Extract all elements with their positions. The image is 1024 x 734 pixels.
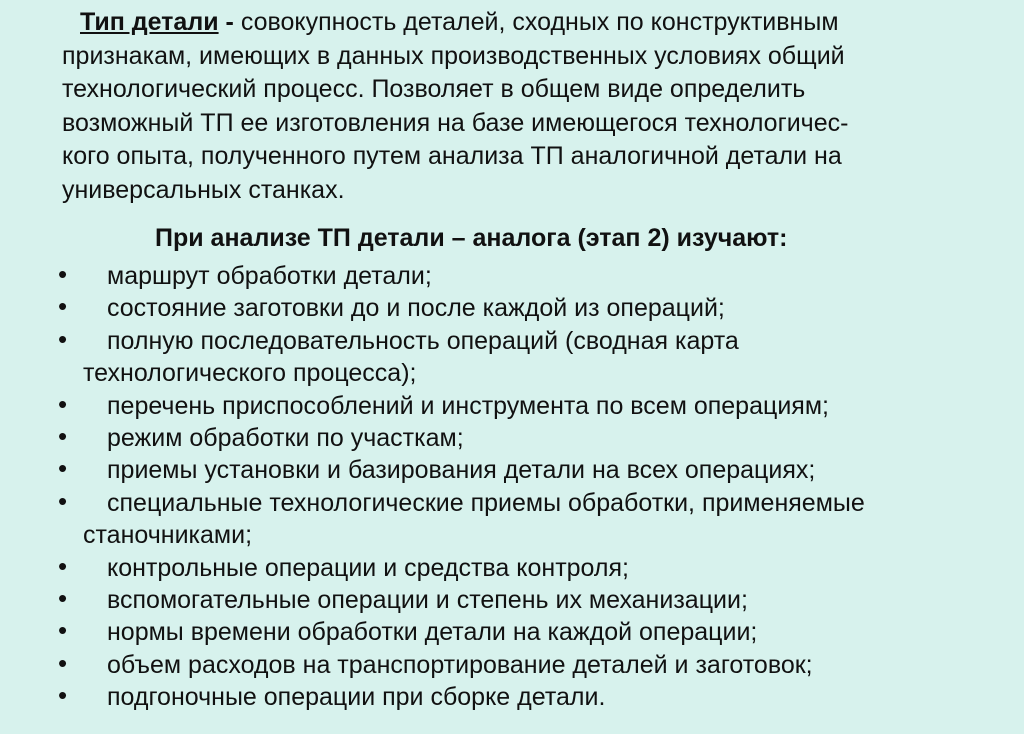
bullet-dot-icon: •	[58, 388, 68, 419]
list-item	[0, 487, 983, 552]
definition-paragraph	[62, 6, 962, 208]
list-item-text: объем расходов на транспортирование деталей и заготовок;	[107, 650, 813, 679]
bullet-list	[0, 260, 1024, 714]
list-item-text: подгоночные операции при сборке детали.	[107, 683, 606, 712]
list-item-text: нормы времени обработки детали на каждой операции;	[107, 618, 758, 647]
definition-line-2: признакам, имеющих в данных производственных условиях общий	[62, 41, 845, 70]
list-item	[0, 422, 983, 454]
list-item	[0, 390, 983, 422]
list-item-continuation: станочниками;	[83, 521, 253, 550]
list-item-text: специальные технологические приемы обработки, применяемые	[107, 488, 865, 517]
list-item	[0, 292, 983, 324]
list-item	[0, 454, 983, 486]
list-item	[0, 584, 983, 616]
list-item	[0, 649, 983, 681]
definition-line-5: кого опыта, полученного путем анализа ТП аналогичной детали на	[62, 142, 842, 171]
list-item-continuation: технологического процесса);	[83, 359, 417, 388]
bullet-dot-icon: •	[58, 453, 68, 484]
list-item-text: полную последовательность операций (сводная карта	[107, 326, 739, 355]
list-item-text: состояние заготовки до и после каждой из операций;	[107, 294, 725, 323]
list-item	[0, 552, 983, 584]
bullet-dot-icon: •	[58, 583, 68, 614]
bullet-dot-icon: •	[58, 323, 68, 354]
definition-term: Тип детали	[80, 8, 219, 36]
bullet-dot-icon: •	[58, 615, 68, 646]
list-item-text: режим обработки по участкам;	[107, 424, 464, 453]
bullet-dot-icon: •	[58, 647, 68, 678]
list-item	[0, 616, 983, 648]
section-heading: При анализе ТП детали – аналога (этап 2) изучают:	[155, 224, 788, 252]
list-item-text: вспомогательные операции и степень их механизации;	[107, 586, 748, 615]
bullet-dot-icon: •	[58, 421, 68, 452]
bullet-dot-icon: •	[58, 680, 68, 711]
bullet-dot-icon: •	[58, 291, 68, 322]
list-item	[0, 260, 983, 292]
list-item	[0, 681, 983, 713]
list-item-text: приемы установки и базирования детали на всех операциях;	[107, 456, 816, 485]
definition-line-3: технологический процесс. Позволяет в общем виде определить	[62, 75, 806, 104]
bullet-dot-icon: •	[58, 259, 68, 289]
list-item	[0, 325, 983, 390]
definition-line-1-text: совокупность деталей, сходных по конструктивным	[240, 8, 839, 36]
definition-line-1	[62, 6, 962, 40]
list-item-text: контрольные операции и средства контроля;	[107, 553, 629, 582]
list-item-text: перечень приспособлений и инструмента по всем операциям;	[107, 391, 829, 420]
list-item-text: маршрут обработки детали;	[107, 262, 432, 290]
definition-line-4: возможный ТП ее изготовления на базе имеющегося технологичес-	[62, 108, 849, 137]
definition-line-6: универсальных станках.	[62, 175, 345, 204]
definition-dash: -	[225, 8, 234, 36]
bullet-dot-icon: •	[58, 485, 68, 516]
bullet-dot-icon: •	[58, 550, 68, 581]
